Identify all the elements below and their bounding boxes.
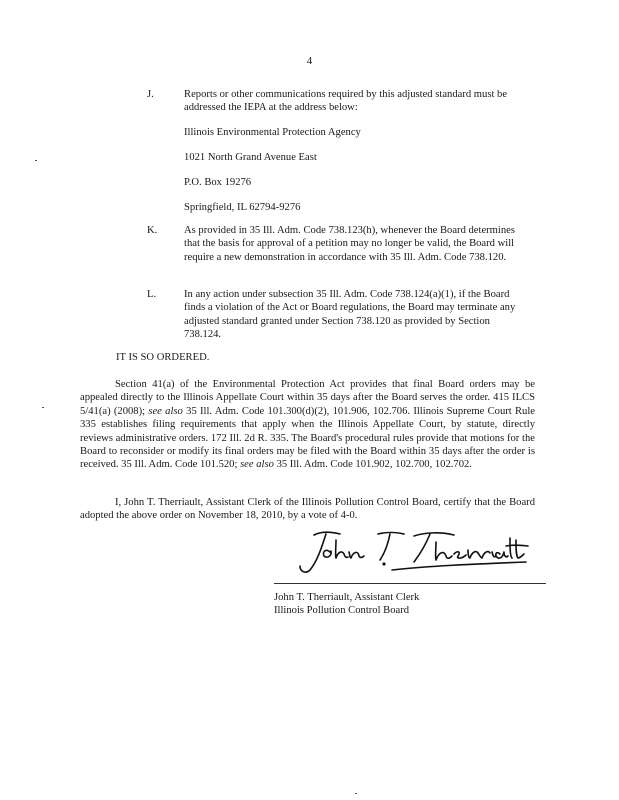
item-l: [147, 288, 527, 342]
item-text: As provided in 35 Ill. Adm. Code 738.123(h), whenever the Board determines that the basis for approval of a petition may no longer be valid, the Board will require a new demonstration in accordance with 35 Ill. Adm. Code 738.120.: [184, 225, 515, 263]
address-city: Springfield, IL 62794-9276: [184, 202, 301, 213]
item-letter: J.: [147, 89, 154, 100]
item-k: [147, 224, 527, 264]
item-j: [147, 88, 527, 115]
handwritten-signature: [296, 526, 530, 578]
appeal-text-1: Section 41(a) of the Environmental Protection Act provides that final Board orders may be appealed directly to the Illinois Appellate Court within 35 days after the Board serves the order. 415 ILCS 5/41(a) (2008);: [80, 379, 535, 417]
address-street: 1021 North Grand Avenue East: [184, 152, 317, 163]
appeal-text-2: 35 Ill. Adm. Code 101.300(d)(2), 101.906, 102.706. Illinois Supreme Court Rule 335 establishes filing requirements that apply when the Illinois Appellate Court, by statute, directly reviews administrative orders. 172 Ill. 2d R. 335. The Board's procedural rules provide that motions for the Board to reconsider or modify its final orders may be filed with the Board within 35 days after the order is received. 35 Ill. Adm. Code 101.520;: [80, 405, 535, 471]
appeal-paragraph: [80, 378, 535, 472]
signer-name-title: John T. Therriault, Assistant Clerk: [274, 592, 420, 603]
so-ordered: IT IS SO ORDERED.: [116, 352, 210, 363]
appeal-text-3: 35 Ill. Adm. Code 101.902, 102.700, 102.702.: [276, 459, 472, 471]
signer-organization: Illinois Pollution Control Board: [274, 605, 410, 616]
item-letter: K.: [147, 225, 158, 236]
signature-line: [274, 583, 546, 584]
certification-paragraph: I, John T. Therriault, Assistant Clerk of the Illinois Pollution Control Board, certify that the Board adopted the above order on November 18, 2010, by a vote of 4-0.: [80, 497, 535, 522]
item-text: Reports or other communications required by this adjusted standard must be addressed the IEPA at the address below:: [184, 89, 508, 114]
page-number: 4: [306, 55, 313, 67]
see-also-1: see also: [148, 405, 183, 417]
see-also-2: see also: [240, 459, 274, 471]
scan-speck: [42, 407, 44, 408]
scan-speck: [355, 793, 357, 794]
item-letter: L.: [147, 289, 157, 300]
item-text: In any action under subsection 35 Ill. Adm. Code 738.124(a)(1), if the Board finds a violation of the Act or Board regulations, the Board may terminate any adjusted standard granted under Section 738.120 as provided by Section 738.124.: [184, 289, 516, 341]
scan-speck: [35, 160, 37, 161]
address-agency: Illinois Environmental Protection Agency: [184, 127, 361, 138]
address-po-box: P.O. Box 19276: [184, 177, 252, 188]
